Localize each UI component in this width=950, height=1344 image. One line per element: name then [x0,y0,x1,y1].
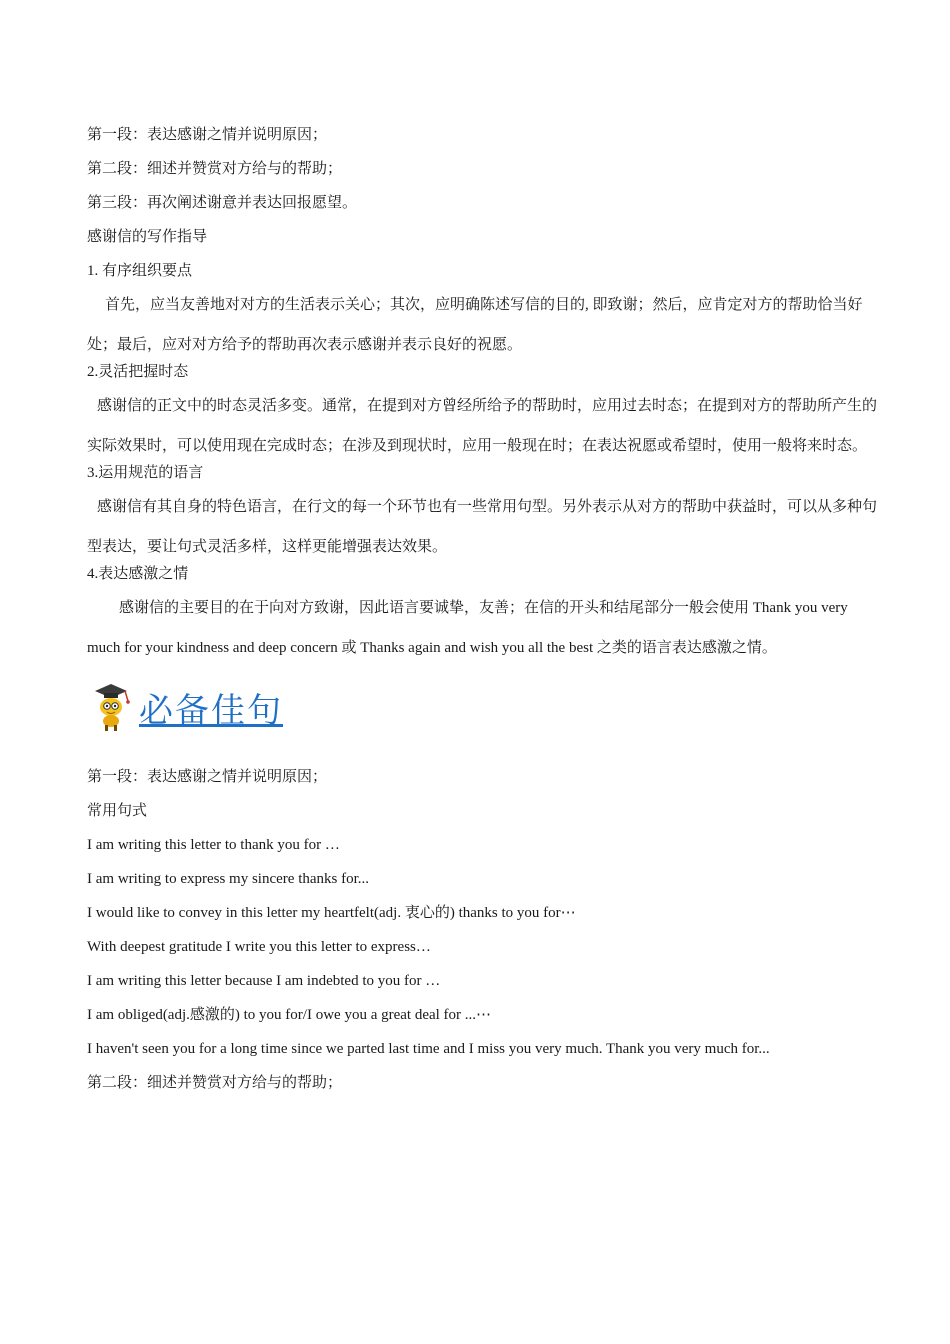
section-2-body: 感谢信的正文中的时态灵活多变。通常，在提到对方曾经所给予的帮助时，应用过去时态；在提到对方的帮助所产生的实际效果时，可以使用现在完成时态；在涉及到现状时，应用一般现在时；在表达祝愿或希望时，使用一般将来时态。 [87,398,878,454]
section-3-title: 3.运用规范的语言 [87,465,204,481]
graduate-mascot-icon [87,682,131,732]
sentence-item-1: I am writing this letter to thank you for … [87,837,340,853]
sentence-item-7: I haven't seen you for a long time since we parted last time and I miss you very much. Thank you very much for... [87,1041,770,1057]
sentence-item-5: I am writing this letter because I am indebted to you for … [87,973,441,989]
guide-title: 感谢信的写作指导 [87,229,208,245]
section-2-title: 2.灵活把握时态 [87,364,189,380]
outline-line-2: 第二段：细述并赞赏对方给与的帮助； [87,161,343,177]
outline-line-1: 第一段：表达感谢之情并说明原因； [87,127,328,143]
section-4-body: 感谢信的主要目的在于向对方致谢，因此语言要诚挚，友善；在信的开头和结尾部分一般会使用 Thank you very much for your kindness and deep concern 或 Thanks again and wish you all the best 之类的语言表达感激之情。 [87,600,848,656]
sentence-item-2: I am writing to express my sincere thanks for... [87,871,370,887]
banner [87,674,877,740]
section-3-body: 感谢信有其自身的特色语言，在行文的每一个环节也有一些常用句型。另外表示从对方的帮助中获益时，可以从多种句型表达，要让句式灵活多样，这样更能增强表达效果。 [87,499,878,555]
outline-line-3: 第三段：再次阐述谢意并表达回报愿望。 [87,195,358,211]
section-1-body: 首先，应当友善地对对方的生活表示关心；其次，应明确陈述写信的目的, 即致谢；然后，应肯定对方的帮助恰当好处；最后，应对对方给予的帮助再次表示感谢并表示良好的祝愿。 [87,297,863,353]
section-4-title: 4.表达感激之情 [87,566,189,582]
section-1-heading: 第一段：表达感谢之情并说明原因； [87,769,328,785]
sentence-item-3: I would like to convey in this letter my heartfelt(adj. 衷心的) thanks to you for⋯ [87,905,576,921]
banner-title[interactable]: 必备佳句 [139,690,283,731]
section-2-heading: 第二段：细述并赞赏对方给与的帮助； [87,1075,343,1091]
sentence-item-6: I am obliged(adj.感激的) to you for/I owe you a great deal for ...⋯ [87,1007,492,1023]
section-1-title: 1. 有序组织要点 [87,263,193,279]
document-page [87,124,877,1106]
pattern-label: 常用句式 [87,803,148,819]
sentence-item-4: With deepest gratitude I write you this letter to express… [87,939,431,955]
